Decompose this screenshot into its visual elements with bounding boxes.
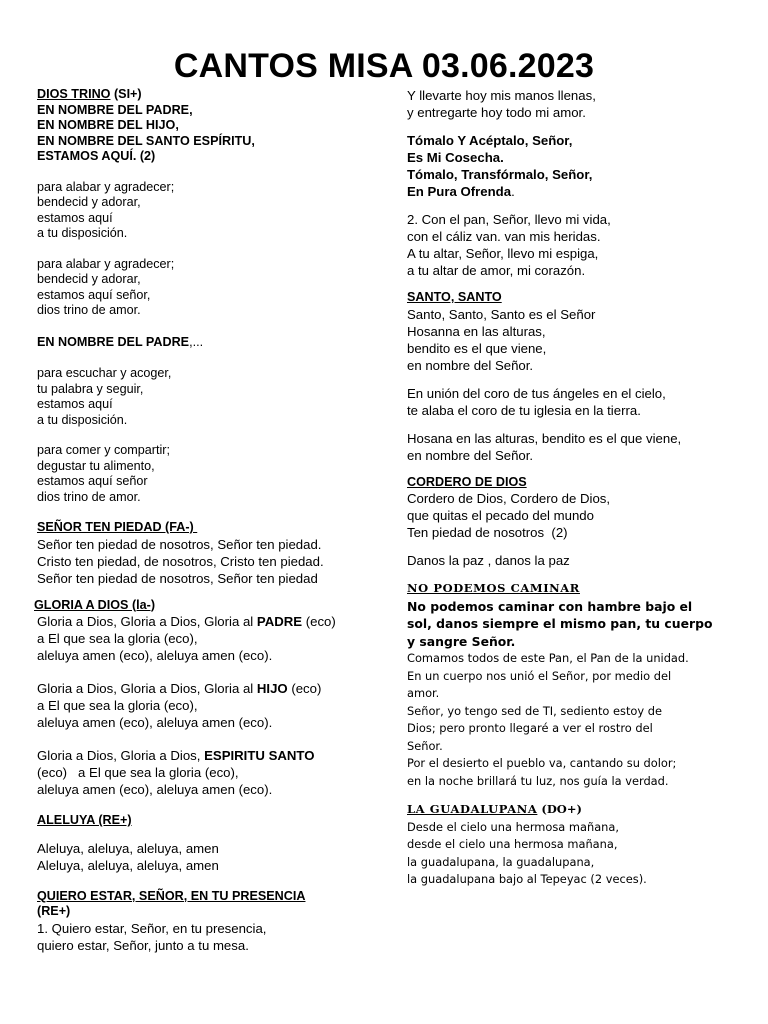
lyric-emphasis: HIJO (256, 681, 288, 696)
lyric-line: Es Mi Cosecha. (407, 150, 504, 165)
stanza (407, 306, 747, 374)
stanza (407, 490, 747, 541)
stanza (37, 840, 382, 874)
lyric-text: Gloria a Dios, Gloria a Dios, (37, 748, 205, 763)
song-heading-cordero: CORDERO DE DIOS (407, 474, 527, 489)
lyric-line: desde el cielo una hermosa mañana, (407, 837, 618, 851)
stanza (37, 680, 382, 731)
lyric-line: Cristo ten piedad, de nosotros, Cristo ten piedad. (37, 553, 324, 569)
song-heading-no-podemos: NO PODEMOS CAMINAR (407, 581, 580, 595)
lyric-text: Gloria a Dios, Gloria a Dios, Gloria al (37, 681, 257, 696)
stanza (37, 180, 382, 242)
song-heading-senor-piedad: SEÑOR TEN PIEDAD (FA-) (37, 520, 198, 534)
lyric-line: estamos aquí señor, (37, 287, 151, 302)
lyric-line: Comamos todos de este Pan, el Pan de la unidad. (407, 651, 689, 665)
lyric-line: Aleluya, aleluya, aleluya, amen (37, 857, 219, 873)
song-key: (DO+) (537, 802, 582, 816)
lyric-text: (eco) (302, 614, 336, 629)
lyric-line: la guadalupana bajo al Tepeyac (2 veces). (407, 872, 647, 886)
lyric-line: Dios; pero pronto llegaré a ver el rostro del (407, 721, 653, 735)
lyric-line: Cordero de Dios, Cordero de Dios, (407, 491, 611, 506)
stanza (37, 613, 382, 664)
lyric-text: Gloria a Dios, Gloria a Dios, Gloria al (37, 614, 257, 629)
lyric-line (37, 747, 382, 764)
lyric-line: No podemos caminar con hambre bajo el (407, 598, 693, 614)
lyric-line: Señor, yo tengo sed de TI, sediento estoy de (407, 703, 663, 718)
lyric-line: En un cuerpo nos unió el Señor, por medio del (407, 668, 672, 683)
lyric-text: . (510, 633, 516, 649)
stanza (407, 385, 747, 419)
lyric-line: dios trino de amor. (37, 489, 141, 504)
lyric-line: a tu disposición. (37, 412, 128, 427)
lyric-line: Aleluya, aleluya, aleluya, amen (37, 840, 219, 856)
stanza (407, 87, 747, 121)
song-heading-quiero-estar (37, 889, 382, 920)
lyric-line: a El que sea la gloria (eco), (37, 698, 198, 713)
lyric-line: a tu disposición. (37, 226, 128, 240)
lyric-line: que quitas el pecado del mundo (407, 508, 594, 523)
lyric-line: te alaba el coro de tu iglesia en la tierra. (407, 402, 641, 418)
stanza (407, 650, 747, 790)
stanza (37, 257, 382, 319)
lyric-line: quiero estar, Señor, junto a tu mesa. (37, 937, 249, 953)
lyric-line: EN NOMBRE DEL HIJO, (37, 118, 179, 132)
lyric-line (407, 183, 747, 200)
song-heading-dios-trino (37, 87, 382, 103)
lyric-line: degustar tu alimento, (37, 458, 155, 473)
chorus-repeat-bold: EN NOMBRE DEL PADRE (37, 334, 190, 349)
lyric-line: Desde el cielo una hermosa mañana, (407, 819, 620, 834)
lyric-line: aleluya amen (eco), aleluya amen (eco). (37, 782, 273, 797)
lyric-line: tu palabra y seguir, (37, 381, 144, 396)
lyric-line: a El que sea la gloria (eco), (37, 631, 198, 646)
lyric-line: Señor ten piedad de nosotros, Señor ten piedad. (37, 536, 322, 552)
stanza (407, 430, 747, 464)
lyric-line: para alabar y agradecer; (37, 179, 175, 194)
chorus (407, 132, 747, 200)
lyric-line: bendecid y adorar, (37, 272, 141, 286)
left-column (34, 87, 382, 954)
stanza (37, 366, 382, 428)
lyric-line: Por el desierto el pueblo va, cantando su dolor; (407, 756, 677, 770)
lyric-line: la guadalupana, la guadalupana, (407, 854, 595, 869)
stanza (37, 747, 382, 798)
lyric-line: EN NOMBRE DEL PADRE, (37, 102, 193, 117)
lyric-line: bendito es el que viene, (407, 340, 547, 356)
lyric-line: Hosanna en las alturas, (407, 323, 546, 339)
lyric-line: con el cáliz van. van mis heridas. (407, 229, 601, 244)
lyric-line (407, 633, 747, 651)
lyric-line: para escuchar y acoger, (37, 366, 172, 380)
lyric-line: Hosana en las alturas, bendito es el que viene, (407, 430, 682, 446)
lyric-line: dios trino de amor. (37, 303, 141, 317)
song-heading-aleluya: ALELUYA (RE+) (37, 813, 132, 827)
lyric-emphasis: PADRE (256, 614, 303, 629)
lyric-line: 1. Quiero estar, Señor, en tu presencia, (37, 920, 267, 936)
lyric-line: Señor. (407, 738, 443, 753)
lyric-line: a tu altar de amor, mi corazón. (407, 263, 586, 278)
lyric-line: Danos la paz , danos la paz (407, 553, 570, 568)
lyric-line: Señor ten piedad de nosotros, Señor ten piedad (37, 570, 318, 586)
lyric-text: En Pura Ofrenda (407, 184, 512, 199)
chorus (37, 103, 382, 165)
lyric-text: y sangre Señor (407, 633, 511, 649)
chorus-repeat (37, 335, 382, 351)
lyric-line: en nombre del Señor. (407, 447, 534, 463)
lyric-line: Tómalo Y Acéptalo, Señor, (407, 133, 573, 148)
lyric-line: aleluya amen (eco), aleluya amen (eco). (37, 715, 273, 730)
lyric-line: Ten piedad de nosotros (2) (407, 525, 568, 540)
lyric-line: Santo, Santo, Santo es el Señor (407, 306, 596, 322)
lyric-line: ESTAMOS AQUÍ. (2) (37, 149, 156, 163)
song-title: LA GUADALUPANA (407, 802, 538, 816)
song-no-podemos (407, 580, 747, 889)
lyric-line: sol, danos siempre el mismo pan, tu cuerpo (407, 616, 713, 631)
stanza (407, 819, 747, 889)
stanza (37, 536, 382, 587)
lyric-text: (eco) (287, 681, 322, 696)
song-heading-santo: SANTO, SANTO (407, 290, 502, 304)
stanza (407, 211, 747, 279)
lyric-line (37, 613, 382, 630)
lyric-text: . (511, 184, 515, 199)
lyric-line: estamos aquí señor (37, 474, 148, 488)
chorus (407, 598, 747, 651)
song-heading-guadalupana (407, 801, 747, 819)
song-key: (SI+) (113, 87, 142, 101)
lyric-line: Y llevarte hoy mis manos llenas, (407, 88, 596, 103)
lyric-line: aleluya amen (eco), aleluya amen (eco). (37, 648, 273, 663)
song-heading-gloria: GLORIA A DIOS (la-) (34, 597, 156, 612)
lyric-line: (eco) a El que sea la gloria (eco), (37, 765, 239, 780)
lyric-line: 2. Con el pan, Señor, llevo mi vida, (407, 212, 611, 227)
lyric-line: estamos aquí (37, 210, 113, 225)
page-title: CANTOS MISA 03.06.2023 (173, 47, 595, 85)
lyric-line: para comer y compartir; (37, 443, 170, 457)
lyric-line: amor. (407, 686, 440, 700)
lyric-line: en nombre del Señor. (407, 357, 534, 373)
lyric-line: estamos aquí (37, 397, 113, 411)
lyric-line: A tu altar, Señor, llevo mi espiga, (407, 246, 599, 261)
lyric-line (37, 680, 382, 697)
lyric-line: en la noche brillará tu luz, nos guía la verdad. (407, 773, 669, 788)
lyric-line: para alabar y agradecer; (37, 256, 175, 271)
lyric-line: En unión del coro de tus ángeles en el cielo, (407, 385, 666, 401)
lyric-line: Tómalo, Transfórmalo, Señor, (407, 167, 593, 182)
right-column (407, 87, 747, 889)
song-title: DIOS TRINO (37, 87, 111, 101)
lyric-line: EN NOMBRE DEL SANTO ESPÍRITU, (37, 133, 255, 148)
stanza (37, 443, 382, 505)
lyric-emphasis: ESPIRITU SANTO (204, 748, 315, 763)
stanza (37, 920, 382, 954)
lyric-line: bendecid y adorar, (37, 195, 141, 209)
song-key: (RE+) (37, 904, 71, 918)
lyric-line: y entregarte hoy todo mi amor. (407, 105, 586, 120)
chorus-repeat-ellipsis: ,... (189, 334, 204, 349)
song-title: QUIERO ESTAR, SEÑOR, EN TU PRESENCIA (37, 888, 306, 903)
